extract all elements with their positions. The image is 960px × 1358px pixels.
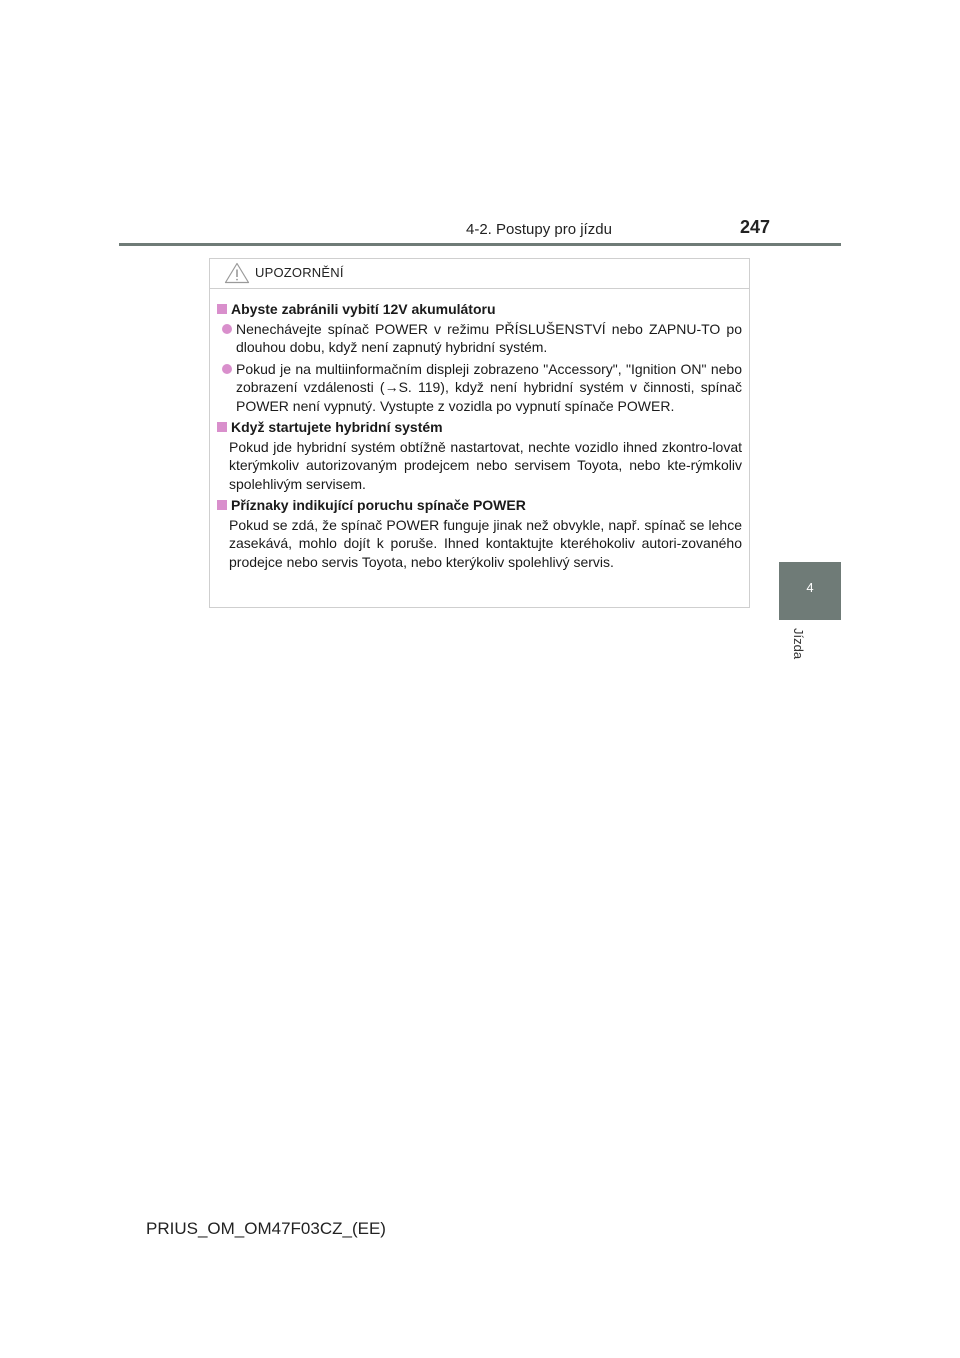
list-item (217, 360, 742, 416)
section-heading-text: Když startujete hybridní systém (231, 419, 443, 435)
dot-bullet-icon (222, 324, 232, 334)
chapter-tab (779, 562, 841, 620)
section-paragraph: Pokud se zdá, že spínač POWER funguje jinak než obvykle, např. spínač se lehce zasekává, mohlo dojít k poruše. Ihned kontaktujte kteréhokoliv autori-zovaného prodejce nebo servis Toyota, nebo kterýkoliv spolehlivý servis. (229, 516, 742, 570)
section-heading-text: Příznaky indikující poruchu spínače POWER (231, 497, 526, 513)
chapter-label: Jízda (791, 628, 806, 660)
warning-section-starting (217, 418, 742, 493)
list-item-text: Nenechávejte spínač POWER v režimu PŘÍSLUŠENSTVÍ nebo ZAPNU-TO po dlouhou dobu, když není zapnutý hybridní systém. (236, 320, 742, 355)
square-bullet-icon (217, 422, 227, 432)
square-bullet-icon (217, 304, 227, 314)
warning-triangle-icon (224, 262, 250, 284)
warning-body (210, 289, 749, 571)
section-paragraph: Pokud jde hybridní systém obtížně nastartovat, nechte vozidlo ihned zkontro-lovat kterýmkoliv autorizovaným prodejcem nebo servisem Toyota, nebo kte-rýmkoliv spolehlivým servisem. (229, 438, 742, 492)
header-section-title: 4-2. Postupy pro jízdu (466, 221, 612, 238)
chapter-number: 4 (806, 580, 814, 595)
warning-box (209, 258, 750, 608)
header-rule (119, 243, 841, 246)
footer-document-code: PRIUS_OM_OM47F03CZ_(EE) (146, 1219, 386, 1238)
section-heading (217, 496, 742, 515)
warning-header (210, 259, 749, 289)
square-bullet-icon (217, 500, 227, 510)
warning-section-battery (217, 300, 742, 415)
section-heading (217, 418, 742, 437)
section-heading (217, 300, 742, 319)
list-item (217, 320, 742, 357)
section-heading-text: Abyste zabránili vybití 12V akumulátoru (231, 301, 496, 317)
dot-bullet-icon (222, 364, 232, 374)
warning-title: UPOZORNĚNÍ (255, 265, 344, 280)
page-number: 247 (740, 217, 771, 237)
list-item-text: Pokud je na multiinformačním displeji zobrazeno "Accessory", "Ignition ON" nebo zobrazení vzdálenosti (→S. 119), když není hybridní systém v činnosti, spínač POWER není vypnutý. Vystupte z vozidla po vypnutí spínače POWER. (236, 360, 742, 414)
warning-section-malfunction (217, 496, 742, 571)
